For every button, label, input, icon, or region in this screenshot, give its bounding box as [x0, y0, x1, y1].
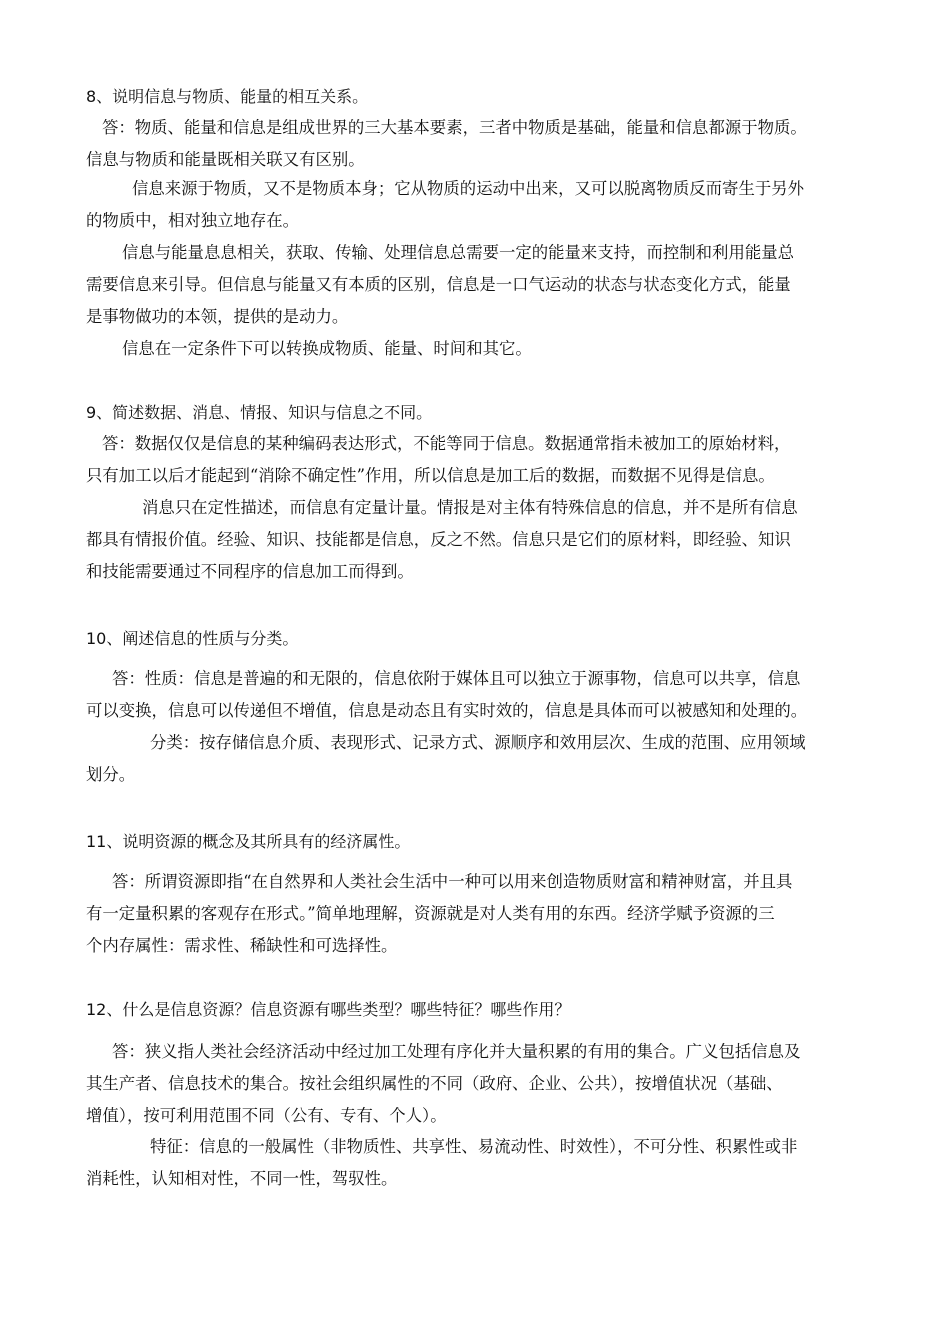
text-line: 答：数据仅仅是信息的某种编码表达形式，不能等同于信息。数据通常指未被加工的原始材料，: [102, 434, 791, 453]
question-12-answer-paragraph-1: [86, 1036, 886, 1132]
text-line: 信息在一定条件下可以转换成物质、能量、时间和其它。: [122, 339, 532, 358]
question-8-answer-paragraph-2: [86, 173, 886, 237]
text-line: 分类：按存储信息介质、表现形式、记录方式、源顺序和效用层次、生成的范围、应用领域: [150, 733, 806, 752]
text-line: 信息与物质和能量既相关联又有区别。: [86, 150, 365, 169]
question-9-answer-paragraph-1: [86, 428, 886, 492]
question-8-title: 8、说明信息与物质、能量的相互关系。: [86, 87, 369, 106]
text-line: 答：物质、能量和信息是组成世界的三大基本要素，三者中物质是基础，能量和信息都源于物质。: [102, 118, 807, 137]
text-line: 的物质中，相对独立地存在。: [86, 211, 300, 230]
question-11-title: 11、说明资源的概念及其所具有的经济属性。: [86, 832, 411, 851]
text-line: 消息只在定性描述，而信息有定量计量。情报是对主体有特殊信息的信息，并不是所有信息: [142, 498, 798, 517]
question-11-answer-paragraph-1: [86, 866, 886, 962]
text-line: 信息与能量息息相关，获取、传输、处理信息总需要一定的能量来支持，而控制和利用能量总: [122, 243, 795, 262]
text-line: 只有加工以后才能起到“消除不确定性”作用，所以信息是加工后的数据，而数据不见得是信息。: [86, 466, 775, 485]
question-8-answer-paragraph-3: [86, 237, 886, 333]
text-line: 增值），按可利用范围不同（公有、专有、个人）。: [86, 1106, 447, 1125]
text-line: 消耗性，认知相对性，不同一性，驾驭性。: [86, 1169, 398, 1188]
text-line: 和技能需要通过不同程序的信息加工而得到。: [86, 562, 414, 581]
question-12-answer-paragraph-2: [86, 1131, 886, 1195]
question-12-title: 12、什么是信息资源？信息资源有哪些类型？哪些特征？哪些作用？: [86, 1000, 571, 1019]
text-line: 有一定量积累的客观存在形式。”简单地理解，资源就是对人类有用的东西。经济学赋予资源的三: [86, 904, 775, 923]
text-line: 是事物做功的本领，提供的是动力。: [86, 307, 349, 326]
text-line: 划分。: [86, 765, 136, 784]
text-line: 需要信息来引导。但信息与能量又有本质的区别，信息是一口气运动的状态与状态变化方式，能量: [86, 275, 791, 294]
text-line: 特征：信息的一般属性（非物质性、共享性、易流动性、时效性），不可分性、积累性或非: [150, 1137, 798, 1156]
text-line: 都具有情报价值。经验、知识、技能都是信息，反之不然。信息只是它们的原材料，即经验、知识: [86, 530, 791, 549]
text-line: 其生产者、信息技术的集合。按社会组织属性的不同（政府、企业、公共），按增值状况（基础、: [86, 1074, 783, 1093]
question-9-answer-paragraph-2: [86, 492, 886, 588]
question-10-title: 10、阐述信息的性质与分类。: [86, 629, 299, 648]
text-line: 个内存属性：需求性、稀缺性和可选择性。: [86, 936, 398, 955]
question-8-answer-paragraph-4: [86, 333, 886, 365]
question-10-answer-paragraph-2: [86, 727, 886, 791]
question-9-title: 9、简述数据、消息、情报、知识与信息之不同。: [86, 403, 433, 422]
text-line: 信息来源于物质，又不是物质本身；它从物质的运动中出来，又可以脱离物质反而寄生于另外: [132, 179, 805, 198]
question-10-answer-paragraph-1: [86, 663, 886, 727]
text-line: 答：所谓资源即指“在自然界和人类社会生活中一种可以用来创造物质财富和精神财富，并且具: [112, 872, 793, 891]
text-line: 可以变换，信息可以传递但不增值，信息是动态且有实时效的，信息是具体而可以被感知和处理的。: [86, 701, 808, 720]
text-line: 答：狭义指人类社会经济活动中经过加工处理有序化并大量积累的有用的集合。广义包括信息及: [112, 1042, 801, 1061]
text-line: 答：性质：信息是普遍的和无限的，信息依附于媒体且可以独立于源事物，信息可以共享，信息: [112, 669, 801, 688]
question-8-answer-paragraph-1: [86, 112, 886, 176]
